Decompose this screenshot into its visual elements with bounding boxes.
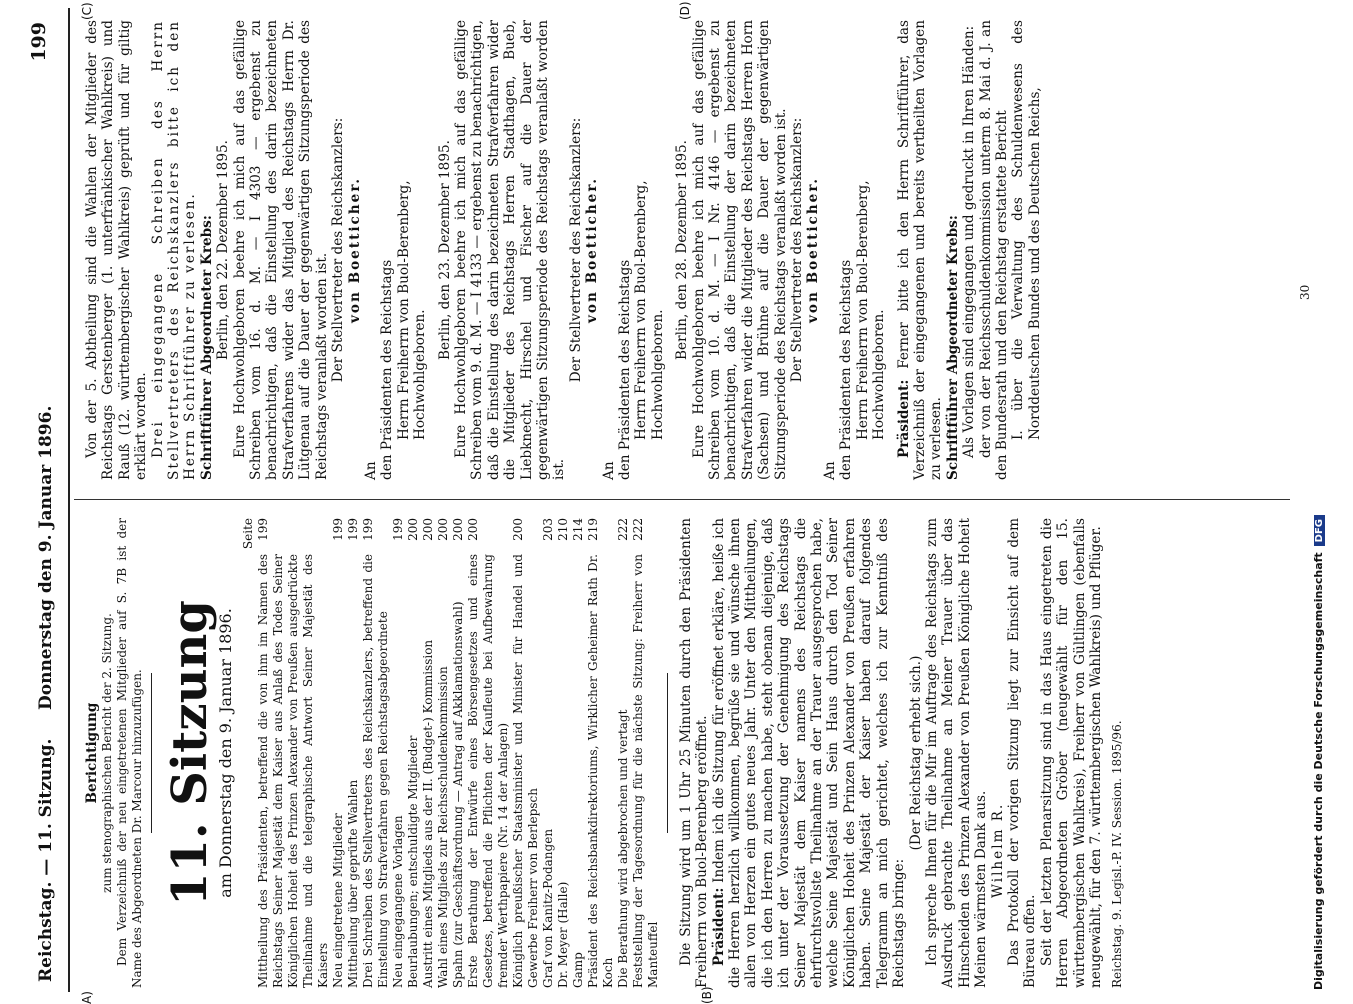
right-column xyxy=(84,20,1300,480)
letter-recipient-title: Hochwohlgeboren. xyxy=(412,309,429,440)
toc-entry-text: Präsident des Reichsbankdirektoriums, Wirklicher Geheimer Rath Dr. Koch xyxy=(585,554,615,988)
table-of-contents xyxy=(256,518,661,988)
session-title: 11. Sitzung xyxy=(162,600,219,906)
president-label: Präsident: xyxy=(710,887,727,966)
letter-to: An xyxy=(600,461,617,480)
dfg-logo: DFG xyxy=(1314,515,1325,546)
running-header xyxy=(28,0,62,1000)
toc-entry-text: Graf von Kanitz-Podangen xyxy=(540,828,555,988)
toc-entry-text: Erste Berathung der Entwürfe eines Börsengesetzes und eines Gesetzes, betreffend die Pflichten der Kaufleute bei Aufbewahrung fremder Werthpapiere (Nr. 14 der Anlagen) xyxy=(465,554,510,988)
toc-entry-text: Gamp xyxy=(570,952,585,988)
header-rule xyxy=(68,8,70,992)
telegram-text: Ich spreche Ihnen für die Mir im Auftrage des Reichstags zum Ausdruck gebrachte Theilnahme an Meiner Trauer über das Hinscheiden des Prinzen Alexander von Preußen Königliche Hoheit Meinen wärmsten Dank aus. xyxy=(923,518,990,988)
toc-entry-page: 200 xyxy=(435,518,450,541)
letter-to: An xyxy=(821,461,838,480)
margin-mark-c: (C) xyxy=(80,2,94,20)
letter-recipient: den Präsidenten des Reichstags xyxy=(838,259,855,480)
toc-entry-text: Dr. Meyer (Halle) xyxy=(555,881,570,988)
toc-entry-page: 214 xyxy=(570,518,585,541)
margin-mark-a: A) xyxy=(80,991,94,1004)
column-divider xyxy=(74,499,1290,500)
new-members-text: Seit der letzten Plenarsitzung sind in das Haus eingetreten die Herren Abgeordneten Gröber (neugewählt für den 15. württembergischen Wahlkreis), Freiherr von Gültlingen (ebenfalls neugewählt, für den 7. württembergischen Wahlkreis) und Pflüger. xyxy=(1038,518,1104,988)
seite-label: Seite xyxy=(240,518,255,550)
secretary-label-2: Schriftführer Abgeordneter Krebs: xyxy=(944,215,961,480)
correction-text: Dem Verzeichniß der neu eingetretenen Mitglieder auf S. 7B ist der Name des Abgeordneten Dr. Marcour hinzuzufügen. xyxy=(115,518,145,988)
president-text-2: Ferner bitte ich den Herrn Schriftführer, das Verzeichniß der eingegangenen und bereits vertheilten Vorlagen zu verlesen. xyxy=(895,20,945,480)
toc-entry-page: 199 xyxy=(360,518,375,541)
letter-recipient-name: Herrn Freiherrn von Buol-Berenberg, xyxy=(633,180,650,440)
toc-entry xyxy=(466,518,511,988)
protocol-text: Das Protokoll der vorigen Sitzung liegt zur Einsicht auf dem Büreau offen. xyxy=(1005,518,1039,988)
toc-entry xyxy=(586,518,616,988)
toc-entry-page: 200 xyxy=(465,518,480,541)
toc-entry-page: 199 xyxy=(255,518,270,541)
toc-entry xyxy=(436,518,451,988)
toc-entry xyxy=(406,518,421,988)
item-intro: der von der Reichsschuldenkommission unterm 8. Mai d. J. an den Bundesrath und den Reichstag erstattete Bericht xyxy=(977,20,1010,480)
toc-entry-text: Die Berathung wird abgebrochen und vertagt xyxy=(615,709,630,988)
section-divider xyxy=(151,673,152,833)
footer-reference: Reichstag. 9. Legisl.-P. IV. Session. 1895/96. xyxy=(1110,720,1125,988)
letter-recipient-name: Herrn Freiherrn von Buol-Berenberg, xyxy=(854,180,871,440)
toc-entry xyxy=(451,518,466,988)
rises-note: (Der Reichstag erhebt sich.) xyxy=(907,655,924,851)
toc-entry-page: 199 xyxy=(345,518,360,541)
toc-entry-text: Neu eingegangene Vorlagen xyxy=(390,815,405,988)
digitization-note: Digitalisierung gefördert durch die Deutsche Forschungsgemeinschaft xyxy=(1312,552,1325,990)
letter-recipient: den Präsidenten des Reichstags xyxy=(617,259,633,480)
correction-subtitle: zum stenographischen Bericht der 2. Sitzung. xyxy=(100,613,115,893)
left-column xyxy=(84,518,1300,988)
president-label-2: Präsident: xyxy=(895,379,912,458)
toc-entry-text: Drei Schreiben des Stellvertreters des Reichskanzlers, betreffend die Einstellung von Strafverfahren gegen Reichstagsabgeordnete xyxy=(360,554,390,988)
letter-recipient-name: Herrn Freiherrn von Buol-Berenberg, xyxy=(395,180,412,440)
toc-entry-text: Königlich preußischer Staatsminister und Minister für Handel und Gewerbe Freiherr von Berlepsch xyxy=(510,554,540,988)
letter-body: Eure Hochwohlgeboren beehre ich mich auf das gefällige Schreiben vom 10. d. M. — I Nr. 4146 — ergebenst zu benachrichtigen, daß die Einstellung der darin bezeichneten Strafverfahren wider die Mitglieder des Reichstags Herren Horn (Sachsen) und Brühne auf die Dauer der gegenwärtigen Sitzungsperiode des Reichstags veranlaßt worden ist. xyxy=(690,20,789,480)
toc-entry-page: 203 xyxy=(540,518,555,541)
toc-entry-page: 200 xyxy=(420,518,435,541)
toc-entry xyxy=(571,518,586,988)
toc-entry-text: Feststellung der Tagesordnung für die nächste Sitzung: Freiherr von Manteuffel xyxy=(630,554,660,988)
toc-divider xyxy=(667,673,668,833)
toc-entry-text: Neu eingetretene Mitglieder xyxy=(330,813,345,988)
letters-list xyxy=(215,20,895,480)
toc-entry xyxy=(256,518,331,988)
letter-recipient-title: Hochwohlgeboren. xyxy=(649,309,666,440)
toc-entry-text: Wahl eines Mitglieds zur Reichsschuldenkommission xyxy=(435,666,450,988)
letter-signer: von Boetticher. xyxy=(346,177,363,323)
toc-entry-page: 200 xyxy=(510,518,525,541)
header-left: Reichstag. — 11. Sitzung. xyxy=(36,738,56,982)
toc-entry xyxy=(556,518,571,988)
telegram-signature: Wilhelm R. xyxy=(989,802,1006,898)
toc-entry-page: 222 xyxy=(615,518,630,541)
toc-entry xyxy=(331,518,346,988)
letter-recipient-title: Hochwohlgeboren. xyxy=(871,309,888,440)
toc-entry xyxy=(631,518,661,988)
correction-title: Berichtigung xyxy=(84,702,100,804)
toc-entry-page: 200 xyxy=(405,518,420,541)
letters-intro: Drei eingegangene Schreiben des Herrn Stellvertreters des Reichskanzlers bitte ich den Herrn Schriftführer zu verlesen. xyxy=(149,20,199,480)
toc-entry-page: 200 xyxy=(450,518,465,541)
toc-entry xyxy=(511,518,541,988)
letter-date: Berlin, den 22. Dezember 1895. xyxy=(215,140,232,360)
letter-to: An xyxy=(362,461,379,480)
header-center: Donnerstag den 9. Januar 1896. xyxy=(36,405,56,710)
secretary-text-2: Als Vorlagen sind eingegangen und gedruckt in Ihren Händen: xyxy=(961,25,978,458)
letter-sender: Der Stellvertreter des Reichskanzlers: xyxy=(330,117,347,383)
toc-entry-text: Mittheilung des Präsidenten, betreffend die von ihm im Namen des Reichstags Seiner Majestät dem Kaiser aus Anlaß des Todes Seiner Königlichen Hoheit des Prinzen Alexander von Preußen ausgedrückte Theilnahme und die telegraphische Antwort Seiner Majestät des Kaisers xyxy=(255,554,330,988)
letter-date: Berlin, den 23. Dezember 1895. xyxy=(436,140,453,360)
letter xyxy=(215,20,436,480)
page-foot-number: 30 xyxy=(1298,284,1312,300)
opening-paragraph: Die Sitzung wird um 1 Uhr 25 Minuten durch den Präsidenten Freiherrn von Buol-Berenberg eröffnet. xyxy=(677,518,711,988)
margin-mark-b: (B) xyxy=(700,986,714,1004)
toc-entry xyxy=(361,518,391,988)
toc-entry xyxy=(541,518,556,988)
elections-text: Von der 5. Abtheilung sind die Wahlen der Mitglieder des Reichstags Gerstenberger (1. unterfränkischer Wahlkreis) und Rauß (12. württembergischer Wahlkreis) geprüft und für giltig erklärt worden. xyxy=(84,20,150,480)
toc-entry-text: Spahn (zur Geschäftsordnung — Antrag auf Akklamationswahl) xyxy=(450,601,465,988)
page-number: 199 xyxy=(28,22,50,62)
toc-entry-page: 222 xyxy=(630,518,645,541)
item-1: I. über die Verwaltung des Schuldenwesens des Norddeutschen Bundes und des Deutschen Reichs, xyxy=(1010,20,1043,440)
toc-entry-page: 210 xyxy=(555,518,570,541)
toc-entry xyxy=(391,518,406,988)
secretary-label: Schriftführer Abgeordneter Krebs: xyxy=(198,215,215,480)
toc-entry xyxy=(616,518,631,988)
toc-entry xyxy=(421,518,436,988)
toc-entry-page: 199 xyxy=(330,518,345,541)
letter-body: Eure Hochwohlgeboren beehre ich mich auf das gefällige Schreiben vom 9. d. M. — I 4133 — ergebenst zu benachrichtigen, daß die Einstellung des darin bezeichneten Strafverfahren wider die Mitglieder des Reichstags Herren Stadthagen, Bueb, Liebknecht, Hirschel und Fischer auf die Dauer der gegenwärtigen Sitzungsperiode des Reichstags veranlaßt worden ist. xyxy=(452,20,568,480)
president-speech: Indem ich die Sitzung für eröffnet erkläre, heiße ich die Herren herzlich willkommen, begrüße sie und wünsche ihnen allen von Herzen ein gutes neues Jahr. Unter den Mittheilungen, die ich den Herren zu machen habe, steht obenan diejenige, daß ich unter der Voraussetzung der Genehmigung des Reichstags Seiner Majestät dem Kaiser namens des Reichstags die ehrfurchtsvollste Theilnahme an der Trauer ausgesprochen habe, welche Seine Majestät und Sein Haus durch den Tod Seiner Königlichen Hoheit des Prinzen Alexander von Preußen erfahren haben. Seine Majestät der Kaiser haben darauf folgendes Telegramm an mich gerichtet, welches ich zur Kenntniß des Reichstags bringe: xyxy=(710,518,908,988)
digitization-strip xyxy=(1312,30,1348,990)
letter xyxy=(674,20,895,480)
margin-mark-d: (D) xyxy=(678,1,692,20)
letter-signer: von Boetticher. xyxy=(805,177,822,323)
letter-sender: Der Stellvertreter des Reichskanzlers: xyxy=(789,117,806,383)
toc-entry-text: Beurlaubungen; entschuldigte Mitglieder xyxy=(405,735,420,988)
session-date: am Donnerstag den 9. Januar 1896. xyxy=(216,608,236,898)
letter-date: Berlin, den 28. Dezember 1895. xyxy=(674,140,691,360)
toc-entry xyxy=(346,518,361,988)
letter-recipient: den Präsidenten des Reichstags xyxy=(379,259,396,480)
toc-entry-page: 199 xyxy=(390,518,405,541)
rotated-sheet xyxy=(10,0,1320,1004)
letter-body: Eure Hochwohlgeboren beehre ich mich auf das gefällige Schreiben vom 16. d. M. — I 4303 — ergebenst zu benachrichtigen, daß die Einstellung des darin bezeichneten Strafverfahrens wider das Mitglied des Reichstags Herrn Dr. Lütgenau auf die Dauer der gegenwärtigen Sitzungsperiode des Reichstags veranlaßt worden ist. xyxy=(231,20,330,480)
toc-entry-text: Mittheilung über geprüfte Wahlen xyxy=(345,779,360,988)
toc-entry-page: 219 xyxy=(585,518,600,541)
toc-entry-text: Austritt eines Mitglieds aus der II. (Budget-) Kommission xyxy=(420,639,435,988)
letter xyxy=(437,20,675,480)
letter-signer: von Boetticher. xyxy=(584,177,601,323)
letter-sender: Der Stellvertreter des Reichskanzlers: xyxy=(567,117,584,383)
